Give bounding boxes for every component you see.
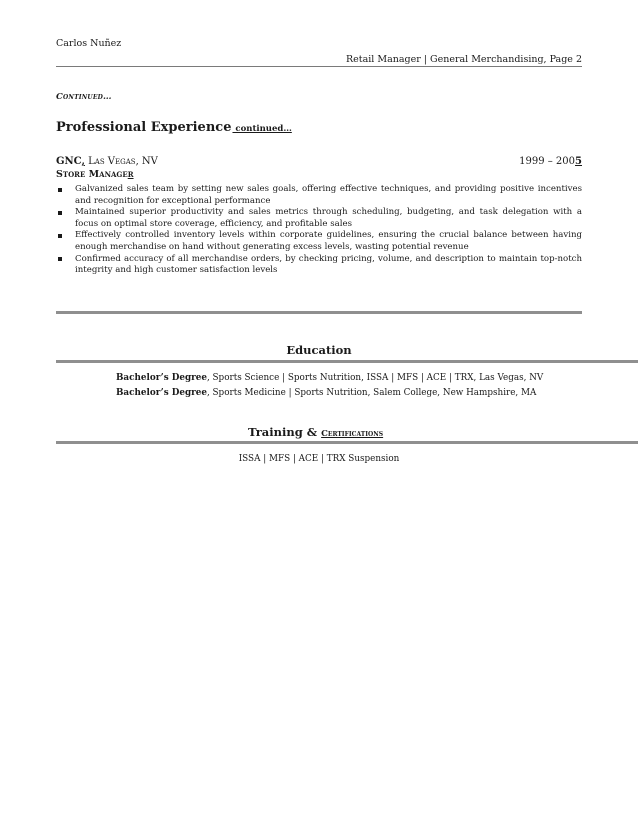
- company-line: [56, 156, 158, 167]
- degree-line: [116, 388, 536, 398]
- job-title-main: Store Manage: [56, 169, 128, 180]
- achievement-item: [56, 254, 582, 277]
- achievement-item: [56, 207, 582, 230]
- bullet-square-icon: [58, 234, 62, 238]
- training-title-main: Training &: [248, 425, 322, 439]
- bullet-square-icon: [58, 257, 62, 261]
- achievement-text: Effectively controlled inventory levels within corporate guidelines, ensuring the crucial balance between having enough merchandise on hand without generating excess levels, wasting potential revenue: [75, 230, 582, 252]
- experience-section-title: [56, 120, 292, 135]
- training-title-certifications: Certifications: [321, 429, 384, 439]
- company-separator: ,: [81, 156, 85, 167]
- achievement-text: Galvanized sales team by setting new sales goals, offering effective techniques, and providing positive incentives and recognition for exceptional performance: [75, 184, 582, 206]
- achievement-text: Confirmed accuracy of all merchandise orders, by checking pricing, volume, and description to maintain top-notch integrity and high customer satisfaction levels: [75, 253, 582, 276]
- job-title: [56, 169, 134, 180]
- degree-detail: , Sports Medicine | Sports Nutrition, Salem College, New Hampshire, MA: [206, 388, 537, 398]
- dates-last-digit: 5: [575, 156, 582, 167]
- header-name: Carlos Nuñez: [56, 38, 122, 49]
- header-page-info: Retail Manager | General Merchandising, Page 2: [345, 54, 582, 65]
- employment-dates: [519, 156, 582, 167]
- education-divider: [56, 360, 638, 363]
- bullet-square-icon: [58, 188, 62, 192]
- company-location: Las Vegas, NV: [84, 156, 158, 167]
- degree-name: Bachelor’s Degree: [116, 373, 207, 383]
- experience-title-continued: continued…: [232, 124, 292, 134]
- education-title: Education: [286, 343, 352, 357]
- training-title: [248, 425, 383, 439]
- continued-label: Continued…: [56, 92, 112, 102]
- experience-title-text: Professional Experience: [56, 120, 232, 135]
- achievement-text: Maintained superior productivity and sales metrics through scheduling, budgeting, and task delegation with a focus on optimal store coverage, efficiency, and profitable sales: [75, 207, 582, 229]
- company-name: GNC: [56, 156, 82, 167]
- degree-line: [116, 373, 543, 383]
- bullet-square-icon: [58, 211, 62, 215]
- degree-detail: , Sports Science | Sports Nutrition, ISSA | MFS | ACE | TRX, Las Vegas, NV: [206, 373, 544, 383]
- job-title-last: r: [127, 169, 134, 180]
- dates-main: 1999 – 200: [519, 156, 576, 167]
- achievement-item: [56, 230, 582, 253]
- certifications-list: ISSA | MFS | ACE | TRX Suspension: [238, 454, 400, 464]
- achievement-item: [56, 184, 582, 207]
- section-divider: [56, 311, 582, 314]
- training-divider: [56, 441, 638, 444]
- header-divider: [56, 66, 582, 67]
- degree-name: Bachelor’s Degree: [116, 388, 207, 398]
- achievement-list: [56, 184, 582, 277]
